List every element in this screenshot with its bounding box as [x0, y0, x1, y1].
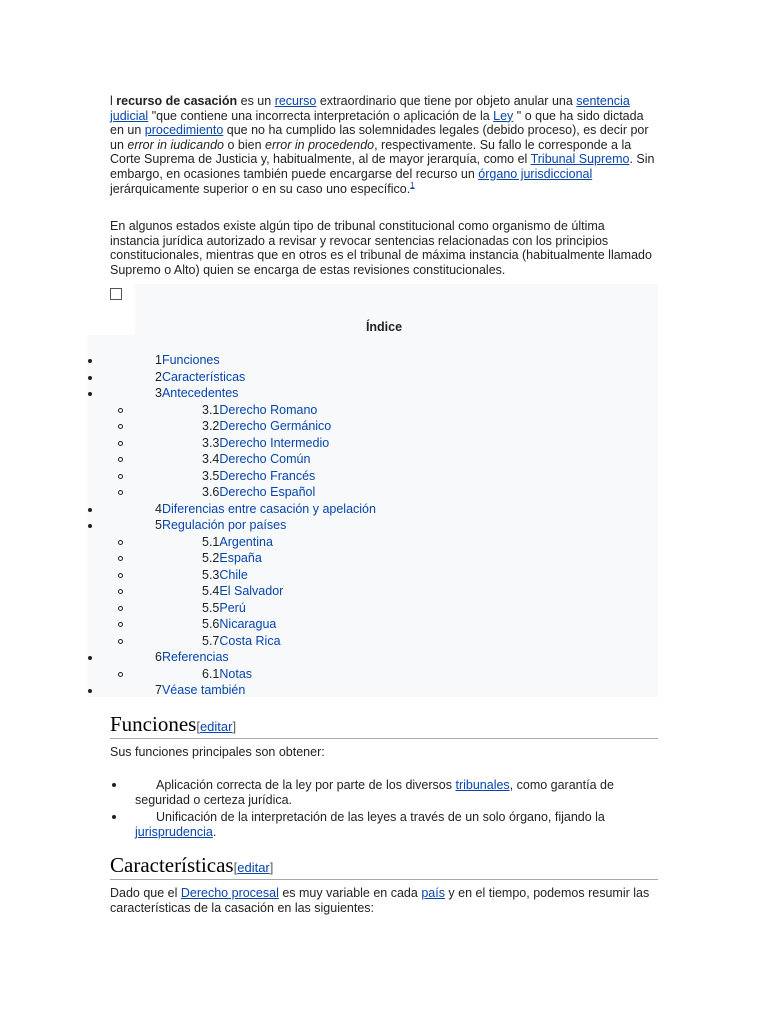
toc-bullet [88, 508, 92, 512]
car-text-c: y en el tiempo, podemos resumir las características de la casación en las siguientes: [110, 886, 650, 915]
toc-item-number: 5.2 [202, 551, 220, 565]
toc-item[interactable] [202, 568, 248, 583]
list-bullet [112, 783, 116, 787]
toc-item-number: 5.6 [202, 617, 220, 631]
second-paragraph: En algunos estados existe algún tipo de tribunal constitucional como organismo de última instancia jurídica autorizado a revisar y revocar sentencias relacionadas con los principios constitucionales, mientras que en otros es el tribunal de máxima instancia (habitualmente llamado Supremo o Alto) quien se encarga de estas revisiones constitucionales. [110, 219, 652, 277]
toc-item[interactable] [202, 452, 310, 467]
toc-item-number: 6.1 [202, 666, 220, 681]
link-pais[interactable]: país [421, 886, 445, 900]
heading-funciones [110, 712, 658, 739]
edit-bracket-close: ] [232, 719, 237, 734]
toc-bullet [88, 524, 92, 528]
toc-item-link[interactable]: Derecho Común [219, 452, 311, 466]
link-organo-jurisdiccional[interactable]: órgano jurisdiccional [478, 166, 593, 181]
link-tribunales[interactable]: tribunales [455, 778, 510, 792]
toc-item[interactable] [155, 650, 229, 665]
toc-item-link[interactable]: Diferencias entre casación y apelación [161, 501, 376, 516]
intro-text-2: extraordinario que tiene por objeto anular una [316, 94, 577, 108]
toc-item[interactable] [202, 535, 273, 550]
intro-text-5: que no ha cumplido las solemnidades legales (debido proceso), es decir por un [110, 123, 649, 152]
toc-item-number: 4 [155, 501, 162, 516]
link-recurso[interactable]: recurso [274, 94, 317, 108]
toc-item-link[interactable]: Derecho Germánico [219, 419, 332, 433]
intro-text-8: . Sin embargo, en ocasiones también puede encargarse del recurso un [110, 152, 655, 181]
intro-l-prefix: l [110, 94, 117, 108]
intro-text-6: o bien [223, 137, 265, 152]
toc-sub-marker [118, 408, 123, 413]
list-item [135, 810, 655, 839]
toc-bullet [88, 392, 92, 396]
toc-item[interactable] [202, 551, 262, 566]
edit-section-link [234, 860, 274, 875]
link-procedimiento[interactable]: procedimiento [144, 123, 224, 138]
toc-item-link[interactable]: El Salvador [219, 584, 284, 598]
toc-toggle-checkbox[interactable] [110, 288, 122, 300]
toc-item-number: 3.2 [202, 419, 220, 433]
toc-item[interactable] [202, 617, 276, 632]
toc-item[interactable] [202, 485, 315, 500]
toc-item-link[interactable]: Costa Rica [219, 633, 281, 648]
toc-item-link[interactable]: Antecedentes [161, 386, 239, 400]
toc-item[interactable] [155, 386, 238, 401]
toc-sub-marker [118, 639, 123, 644]
toc-item-number: 5.4 [202, 584, 220, 598]
item2-text-b: . [212, 824, 217, 839]
toc-item-number: 5.3 [202, 567, 220, 582]
toc-sub-marker [118, 589, 123, 594]
toc-item-number: 3.3 [202, 435, 220, 450]
toc-item-number: 2 [155, 369, 162, 384]
toc-sub-marker [118, 672, 123, 677]
item2-text-a: Unificación de la interpretación de las leyes a través de un solo órgano, fijando la [156, 810, 605, 824]
toc-item[interactable] [202, 634, 281, 649]
toc-item-link[interactable]: Chile [219, 567, 248, 582]
link-ley[interactable]: Ley [493, 108, 514, 123]
toc-item-link[interactable]: Derecho Romano [219, 402, 318, 417]
intro-paragraph [110, 94, 655, 196]
toc-item-link[interactable]: Derecho Intermedio [219, 435, 330, 450]
toc-item-number: 5.5 [202, 600, 220, 615]
toc-item[interactable] [155, 370, 245, 385]
toc-item-number: 5.1 [202, 534, 220, 549]
car-text-a: Dado que el [110, 886, 181, 900]
heading-caracteristicas [110, 853, 658, 880]
link-derecho-procesal[interactable]: Derecho procesal [180, 886, 279, 900]
toc-sub-marker [118, 540, 123, 545]
toc-bullet [88, 656, 92, 660]
toc-item[interactable] [202, 469, 315, 484]
toc-item-link[interactable]: Perú [219, 600, 246, 615]
toc-sub-marker [118, 441, 123, 446]
toc-item-number: 3.4 [202, 452, 220, 466]
toc-sub-marker [118, 556, 123, 561]
item1-text-a: Aplicación correcta de la ley por parte de los diversos [156, 778, 456, 792]
toc-item[interactable] [202, 601, 246, 616]
toc-sub-marker [118, 490, 123, 495]
intro-text-9: jerárquicamente superior o en su caso uno específico. [110, 181, 411, 196]
edit-section-link [196, 719, 236, 734]
toc-item-link[interactable]: Derecho Español [219, 485, 316, 499]
edit-bracket-close: ] [269, 860, 274, 875]
toc-item-number: 6 [155, 650, 162, 664]
intro-text-4: " o que ha sido dictada en un [110, 108, 644, 138]
item1-text-b: , como garantía de seguridad o certeza jurídica. [135, 778, 614, 807]
toc-item-link[interactable]: Argentina [219, 534, 273, 549]
toc-item-number: 5 [155, 518, 162, 532]
toc-item[interactable] [155, 502, 376, 517]
toc-item[interactable] [155, 518, 286, 533]
toc-item[interactable] [155, 353, 220, 368]
toc-sub-marker [118, 474, 123, 479]
toc-item-link[interactable]: Véase también [161, 683, 246, 697]
list-bullet [112, 815, 116, 819]
toc-item[interactable] [202, 419, 331, 434]
link-sentencia-judicial[interactable]: sentencia judicial [110, 94, 630, 123]
toc-item[interactable] [202, 584, 283, 599]
heading-funciones-text: Funciones [110, 712, 197, 736]
toc-item-link[interactable]: Notas [219, 666, 253, 681]
toc-item-number: 3 [155, 386, 162, 400]
toc-sub-marker [118, 457, 123, 462]
toc-item-link[interactable]: Regulación por países [161, 518, 287, 532]
toc-item[interactable] [155, 683, 245, 698]
toc-item-number: 3.6 [202, 485, 220, 499]
list-item [135, 778, 655, 807]
toc-item-number: 5.7 [202, 633, 220, 648]
heading-caracteristicas-text: Características [110, 853, 234, 877]
funciones-intro: Sus funciones principales son obtener: [110, 745, 325, 759]
toc-sub-marker [118, 606, 123, 611]
caracteristicas-intro [110, 886, 655, 915]
toc-item-number: 7 [155, 683, 162, 697]
toc-item[interactable] [202, 436, 329, 451]
toc-bullet [88, 376, 92, 380]
footnote-ref[interactable]: 1 [410, 180, 415, 190]
toc-item-link[interactable]: Funciones [161, 353, 220, 367]
toc-bullet [88, 689, 92, 693]
intro-bold-term: recurso de casación [116, 94, 238, 108]
intro-text-7: , respectivamente. Su fallo le corresponde a la Corte Suprema de Justicia y, habitualmente, al de mayor jerarquía, como el [110, 137, 632, 167]
toc-bullet [88, 359, 92, 363]
toc-item-link[interactable]: Referencias [161, 650, 229, 664]
edit-bracket-open: [ [233, 860, 238, 875]
toc-item-link[interactable]: España [219, 551, 262, 565]
toc-sub-marker [118, 573, 123, 578]
intro-em-iudicando: error in iudicando [127, 137, 224, 152]
toc-item-link[interactable]: Características [161, 369, 246, 384]
toc-item-link[interactable]: Nicaragua [219, 617, 277, 631]
toc-title: Índice [365, 320, 403, 334]
edit-bracket-open: [ [196, 719, 200, 734]
link-tribunal-supremo[interactable]: Tribunal Supremo [530, 152, 630, 167]
toc-item-number: 3.1 [202, 402, 220, 417]
intro-text-1: es un [237, 94, 275, 108]
link-jurisprudencia[interactable]: jurisprudencia [135, 824, 213, 839]
toc-item-link[interactable]: Derecho Francés [219, 468, 316, 483]
toc-item-number: 1 [155, 353, 162, 367]
toc-item[interactable] [202, 667, 252, 682]
toc-box [87, 284, 658, 697]
intro-text-3: "que contiene una incorrecta interpretación o aplicación de la [148, 108, 494, 123]
toc-item[interactable] [202, 403, 317, 418]
toc-item-number: 3.5 [202, 468, 220, 483]
toc-sub-marker [118, 622, 123, 627]
intro-em-procedendo: error in procedendo [265, 137, 375, 152]
car-text-b: es muy variable en cada [278, 886, 422, 900]
edit-caracteristicas-link[interactable]: editar [237, 860, 270, 875]
edit-funciones-link[interactable]: editar [199, 719, 233, 734]
toc-sub-marker [118, 424, 123, 429]
